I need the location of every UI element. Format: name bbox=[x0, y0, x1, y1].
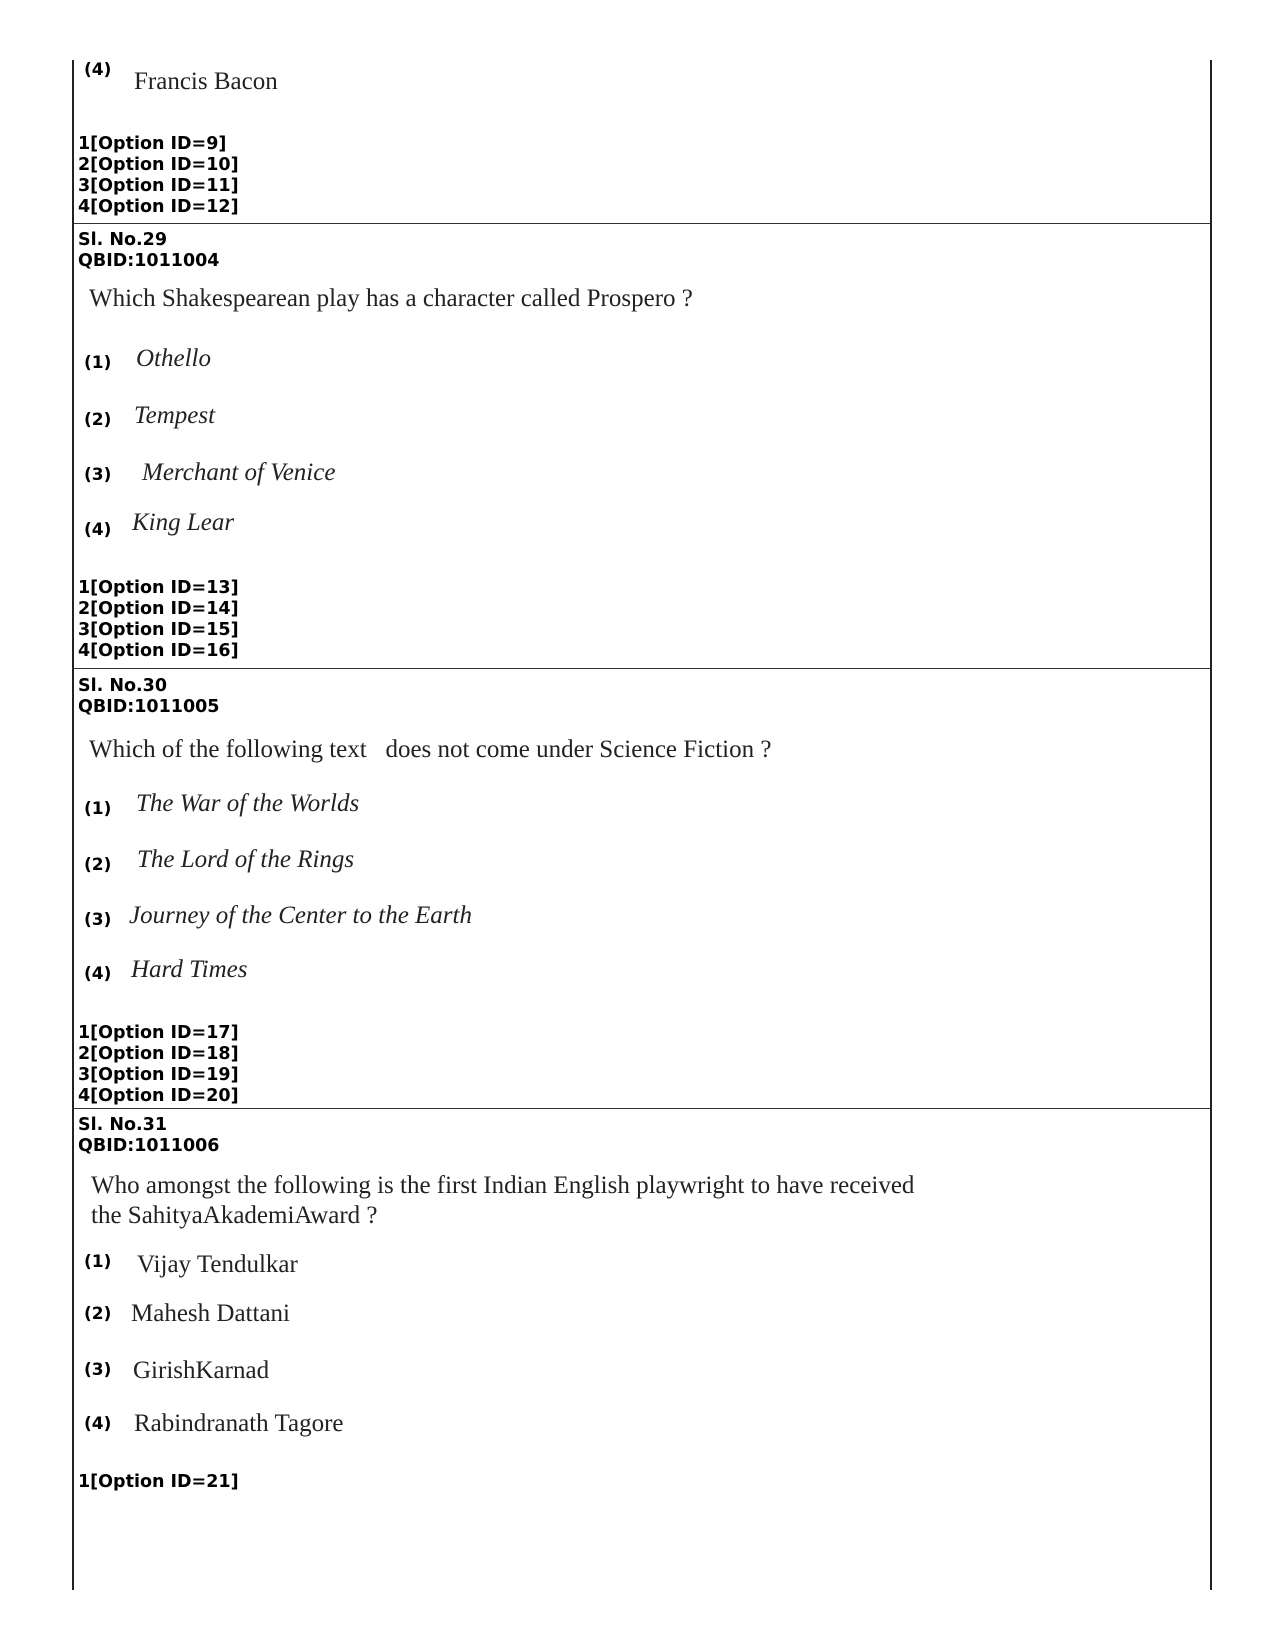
option-id-line: 2[Option ID=14] bbox=[78, 599, 239, 619]
option-id-line: 1[Option ID=13] bbox=[78, 578, 239, 598]
previous-question-tail bbox=[74, 60, 1210, 224]
option-id-line: 2[Option ID=10] bbox=[78, 155, 239, 175]
option-number: (4) bbox=[84, 964, 112, 984]
option-text: Francis Bacon bbox=[134, 68, 278, 95]
option-id-line: 3[Option ID=11] bbox=[78, 176, 239, 196]
option-number: (4) bbox=[84, 60, 112, 80]
option-text: The War of the Worlds bbox=[136, 790, 360, 817]
option-text: Vijay Tendulkar bbox=[137, 1251, 298, 1278]
question-block bbox=[74, 668, 1210, 1109]
question-text: Which of the following text does not come under Science Fiction ? bbox=[89, 736, 772, 763]
option-text: The Lord of the Rings bbox=[137, 846, 355, 873]
option-number: (4) bbox=[84, 1414, 112, 1434]
question-block bbox=[74, 1108, 1210, 1590]
option-id-line: 4[Option ID=16] bbox=[78, 641, 239, 661]
option-text: Othello bbox=[136, 345, 211, 372]
option-text: Merchant of Venice bbox=[142, 459, 336, 486]
question-text-line: the SahityaAkademiAward ? bbox=[91, 1202, 378, 1229]
option-number: (3) bbox=[84, 1360, 112, 1380]
option-text: Mahesh Dattani bbox=[131, 1300, 290, 1327]
question-block bbox=[74, 223, 1210, 669]
qbid: QBID:1011005 bbox=[78, 697, 220, 717]
option-number: (1) bbox=[84, 353, 112, 373]
option-number: (2) bbox=[84, 855, 112, 875]
option-id-line: 1[Option ID=17] bbox=[78, 1023, 239, 1043]
option-id-line: 2[Option ID=18] bbox=[78, 1044, 239, 1064]
option-number: (1) bbox=[84, 799, 112, 819]
option-text: Journey of the Center to the Earth bbox=[129, 902, 472, 929]
serial-number: Sl. No.29 bbox=[78, 230, 168, 250]
option-id-line: 4[Option ID=20] bbox=[78, 1086, 239, 1106]
qbid: QBID:1011004 bbox=[78, 251, 220, 271]
option-number: (3) bbox=[84, 465, 112, 485]
qbid: QBID:1011006 bbox=[78, 1136, 220, 1156]
option-number: (3) bbox=[84, 910, 112, 930]
serial-number: Sl. No.31 bbox=[78, 1115, 168, 1135]
option-text: Hard Times bbox=[131, 956, 248, 983]
option-number: (2) bbox=[84, 410, 112, 430]
option-text: King Lear bbox=[132, 509, 235, 536]
option-id-line: 1[Option ID=9] bbox=[78, 134, 227, 154]
option-id-line: 3[Option ID=15] bbox=[78, 620, 239, 640]
option-id-line: 3[Option ID=19] bbox=[78, 1065, 239, 1085]
option-id-line: 1[Option ID=21] bbox=[78, 1472, 239, 1492]
option-number: (1) bbox=[84, 1252, 112, 1272]
serial-number: Sl. No.30 bbox=[78, 676, 168, 696]
option-text: Rabindranath Tagore bbox=[134, 1410, 344, 1437]
question-text: Which Shakespearean play has a character called Prospero ? bbox=[89, 285, 693, 312]
option-number: (2) bbox=[84, 1304, 112, 1324]
option-text: GirishKarnad bbox=[133, 1357, 270, 1384]
option-text: Tempest bbox=[134, 402, 216, 429]
question-paper-frame bbox=[72, 60, 1212, 1590]
option-number: (4) bbox=[84, 520, 112, 540]
option-id-line: 4[Option ID=12] bbox=[78, 197, 239, 217]
question-text-line: Who amongst the following is the first Indian English playwright to have received bbox=[91, 1172, 915, 1199]
